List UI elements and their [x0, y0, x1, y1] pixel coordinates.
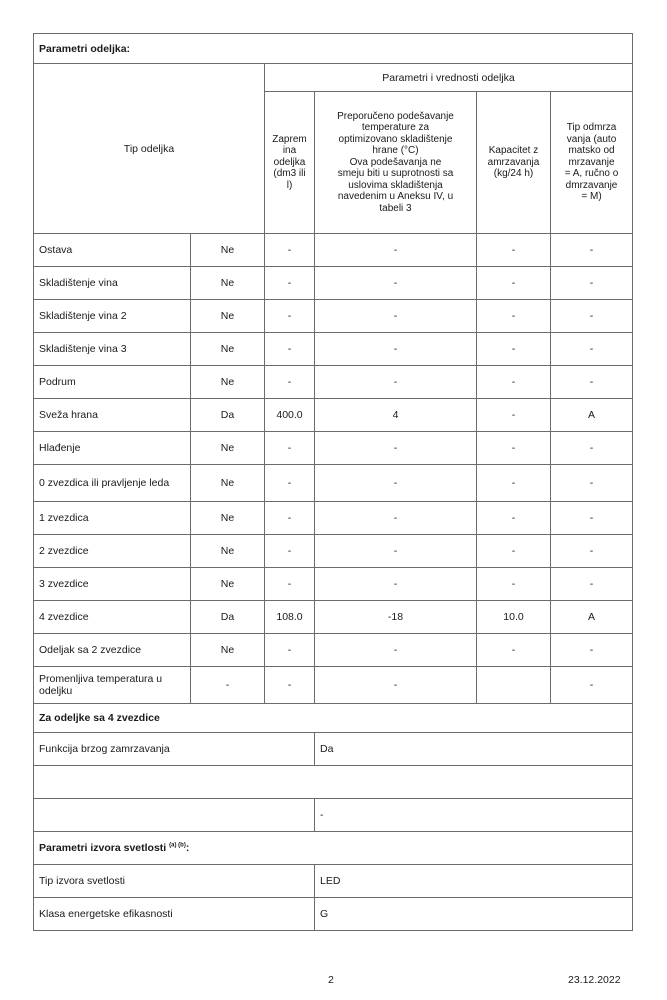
compartment-present: Ne	[191, 502, 265, 535]
compartment-present: Da	[191, 399, 265, 432]
compartment-volume: -	[265, 465, 315, 502]
compartment-name: Podrum	[34, 366, 191, 399]
table-row	[34, 432, 633, 465]
compartment-name: Promenljiva temperatura u odeljku	[34, 667, 191, 704]
light-param-value: LED	[315, 865, 633, 898]
compartment-temperature: -	[315, 234, 477, 267]
compartment-present: Ne	[191, 432, 265, 465]
compartment-temperature: -	[315, 568, 477, 601]
group-header: Parametri i vrednosti odeljka	[265, 64, 633, 92]
table-row	[34, 601, 633, 634]
table-row	[34, 667, 633, 704]
compartment-parameters-table	[33, 33, 633, 931]
compartment-capacity: -	[477, 535, 551, 568]
compartment-name: Ostava	[34, 234, 191, 267]
table-row	[34, 865, 633, 898]
compartment-name: Skladištenje vina 2	[34, 300, 191, 333]
fast-freeze-label: Funkcija brzog zamrzavanja	[34, 733, 315, 766]
section-title: Parametri odeljka:	[34, 34, 633, 64]
compartment-present: Ne	[191, 300, 265, 333]
fast-freeze-value: Da	[315, 733, 633, 766]
table-row	[34, 568, 633, 601]
table-row	[34, 300, 633, 333]
compartment-present: Ne	[191, 535, 265, 568]
light-title	[34, 832, 633, 865]
table-row	[34, 267, 633, 300]
temperature-header: Preporučeno podešavanje temperature za optimizovano skladištenje hrane (°C) Ova podešavanja ne smeju biti u suprotnosti sa uslovima skladištenja navedenim u Aneksu IV, u tabeli 3	[315, 92, 477, 234]
compartment-capacity: -	[477, 399, 551, 432]
compartment-temperature: -	[315, 333, 477, 366]
light-param-label: Klasa energetske efikasnosti	[34, 898, 315, 931]
compartment-present: Ne	[191, 568, 265, 601]
compartment-volume: -	[265, 333, 315, 366]
compartment-volume: -	[265, 432, 315, 465]
compartment-temperature: -	[315, 535, 477, 568]
light-param-value: G	[315, 898, 633, 931]
four-star-extra-label	[34, 799, 315, 832]
table-row	[34, 898, 633, 931]
compartment-name: 0 zvezdica ili pravljenje leda	[34, 465, 191, 502]
volume-header: Zaprem ina odeljka (dm3 ili l)	[265, 92, 315, 234]
compartment-volume: 400.0	[265, 399, 315, 432]
four-star-extra-value: -	[315, 799, 633, 832]
compartment-volume: -	[265, 366, 315, 399]
compartment-capacity	[477, 667, 551, 704]
compartment-capacity: -	[477, 234, 551, 267]
compartment-volume: 108.0	[265, 601, 315, 634]
blank-cell	[34, 766, 633, 799]
compartment-defrost: -	[551, 465, 633, 502]
compartment-capacity: -	[477, 568, 551, 601]
table-row	[34, 535, 633, 568]
light-param-label: Tip izvora svetlosti	[34, 865, 315, 898]
table-row	[34, 465, 633, 502]
compartment-name: Sveža hrana	[34, 399, 191, 432]
compartment-present: Da	[191, 601, 265, 634]
compartment-defrost: -	[551, 432, 633, 465]
type-header: Tip odeljka	[34, 64, 265, 234]
compartment-volume: -	[265, 535, 315, 568]
compartment-temperature: -	[315, 634, 477, 667]
compartment-capacity: -	[477, 333, 551, 366]
compartment-volume: -	[265, 667, 315, 704]
table-row	[34, 799, 633, 832]
compartment-defrost: -	[551, 502, 633, 535]
light-title-footnote: (a) (b)	[169, 842, 186, 849]
table-row	[34, 634, 633, 667]
compartment-present: Ne	[191, 634, 265, 667]
table-row	[34, 399, 633, 432]
compartment-temperature: -	[315, 465, 477, 502]
compartment-name: Odeljak sa 2 zvezdice	[34, 634, 191, 667]
compartment-volume: -	[265, 234, 315, 267]
compartment-present: Ne	[191, 333, 265, 366]
table-row	[34, 502, 633, 535]
compartment-temperature: -	[315, 667, 477, 704]
light-title-text: Parametri izvora svetlosti	[39, 842, 167, 854]
compartment-capacity: -	[477, 366, 551, 399]
defrost-header: Tip odmrza vanja (auto matsko od mrzavanje = A, ručno o dmrzavanje = M)	[551, 92, 633, 234]
compartment-volume: -	[265, 267, 315, 300]
page-number: 2	[328, 974, 334, 986]
compartment-temperature: -	[315, 300, 477, 333]
compartment-defrost: -	[551, 234, 633, 267]
compartment-temperature: -	[315, 502, 477, 535]
compartment-capacity: -	[477, 300, 551, 333]
compartment-capacity: 10.0	[477, 601, 551, 634]
compartment-volume: -	[265, 300, 315, 333]
compartment-defrost: -	[551, 568, 633, 601]
compartment-temperature: -18	[315, 601, 477, 634]
four-star-title: Za odeljke sa 4 zvezdice	[34, 704, 633, 733]
compartment-volume: -	[265, 502, 315, 535]
compartment-defrost: -	[551, 535, 633, 568]
compartment-temperature: -	[315, 366, 477, 399]
table-row	[34, 234, 633, 267]
compartment-name: 2 zvezdice	[34, 535, 191, 568]
table-row	[34, 366, 633, 399]
compartment-defrost: A	[551, 399, 633, 432]
footer-date: 23.12.2022	[568, 974, 621, 986]
compartment-volume: -	[265, 634, 315, 667]
compartment-name: Skladištenje vina	[34, 267, 191, 300]
compartment-name: 3 zvezdice	[34, 568, 191, 601]
compartment-name: 4 zvezdice	[34, 601, 191, 634]
compartment-defrost: -	[551, 333, 633, 366]
compartment-temperature: -	[315, 432, 477, 465]
blank-row	[34, 766, 633, 799]
compartment-capacity: -	[477, 267, 551, 300]
compartment-capacity: -	[477, 432, 551, 465]
compartment-defrost: -	[551, 634, 633, 667]
compartment-defrost: -	[551, 667, 633, 704]
compartment-present: Ne	[191, 234, 265, 267]
compartment-present: -	[191, 667, 265, 704]
compartment-present: Ne	[191, 366, 265, 399]
compartment-capacity: -	[477, 465, 551, 502]
compartment-defrost: -	[551, 366, 633, 399]
table-row	[34, 333, 633, 366]
four-star-section	[34, 704, 633, 733]
table-row	[34, 733, 633, 766]
compartment-capacity: -	[477, 634, 551, 667]
compartment-name: Skladištenje vina 3	[34, 333, 191, 366]
compartment-name: 1 zvezdica	[34, 502, 191, 535]
compartment-temperature: -	[315, 267, 477, 300]
light-title-colon: :	[185, 842, 190, 854]
compartment-temperature: 4	[315, 399, 477, 432]
compartment-present: Ne	[191, 267, 265, 300]
light-section	[34, 832, 633, 865]
compartment-name: Hlađenje	[34, 432, 191, 465]
capacity-header: Kapacitet z amrzavanja (kg/24 h)	[477, 92, 551, 234]
compartment-defrost: -	[551, 267, 633, 300]
compartment-present: Ne	[191, 465, 265, 502]
compartment-defrost: A	[551, 601, 633, 634]
compartment-capacity: -	[477, 502, 551, 535]
compartment-volume: -	[265, 568, 315, 601]
compartment-defrost: -	[551, 300, 633, 333]
